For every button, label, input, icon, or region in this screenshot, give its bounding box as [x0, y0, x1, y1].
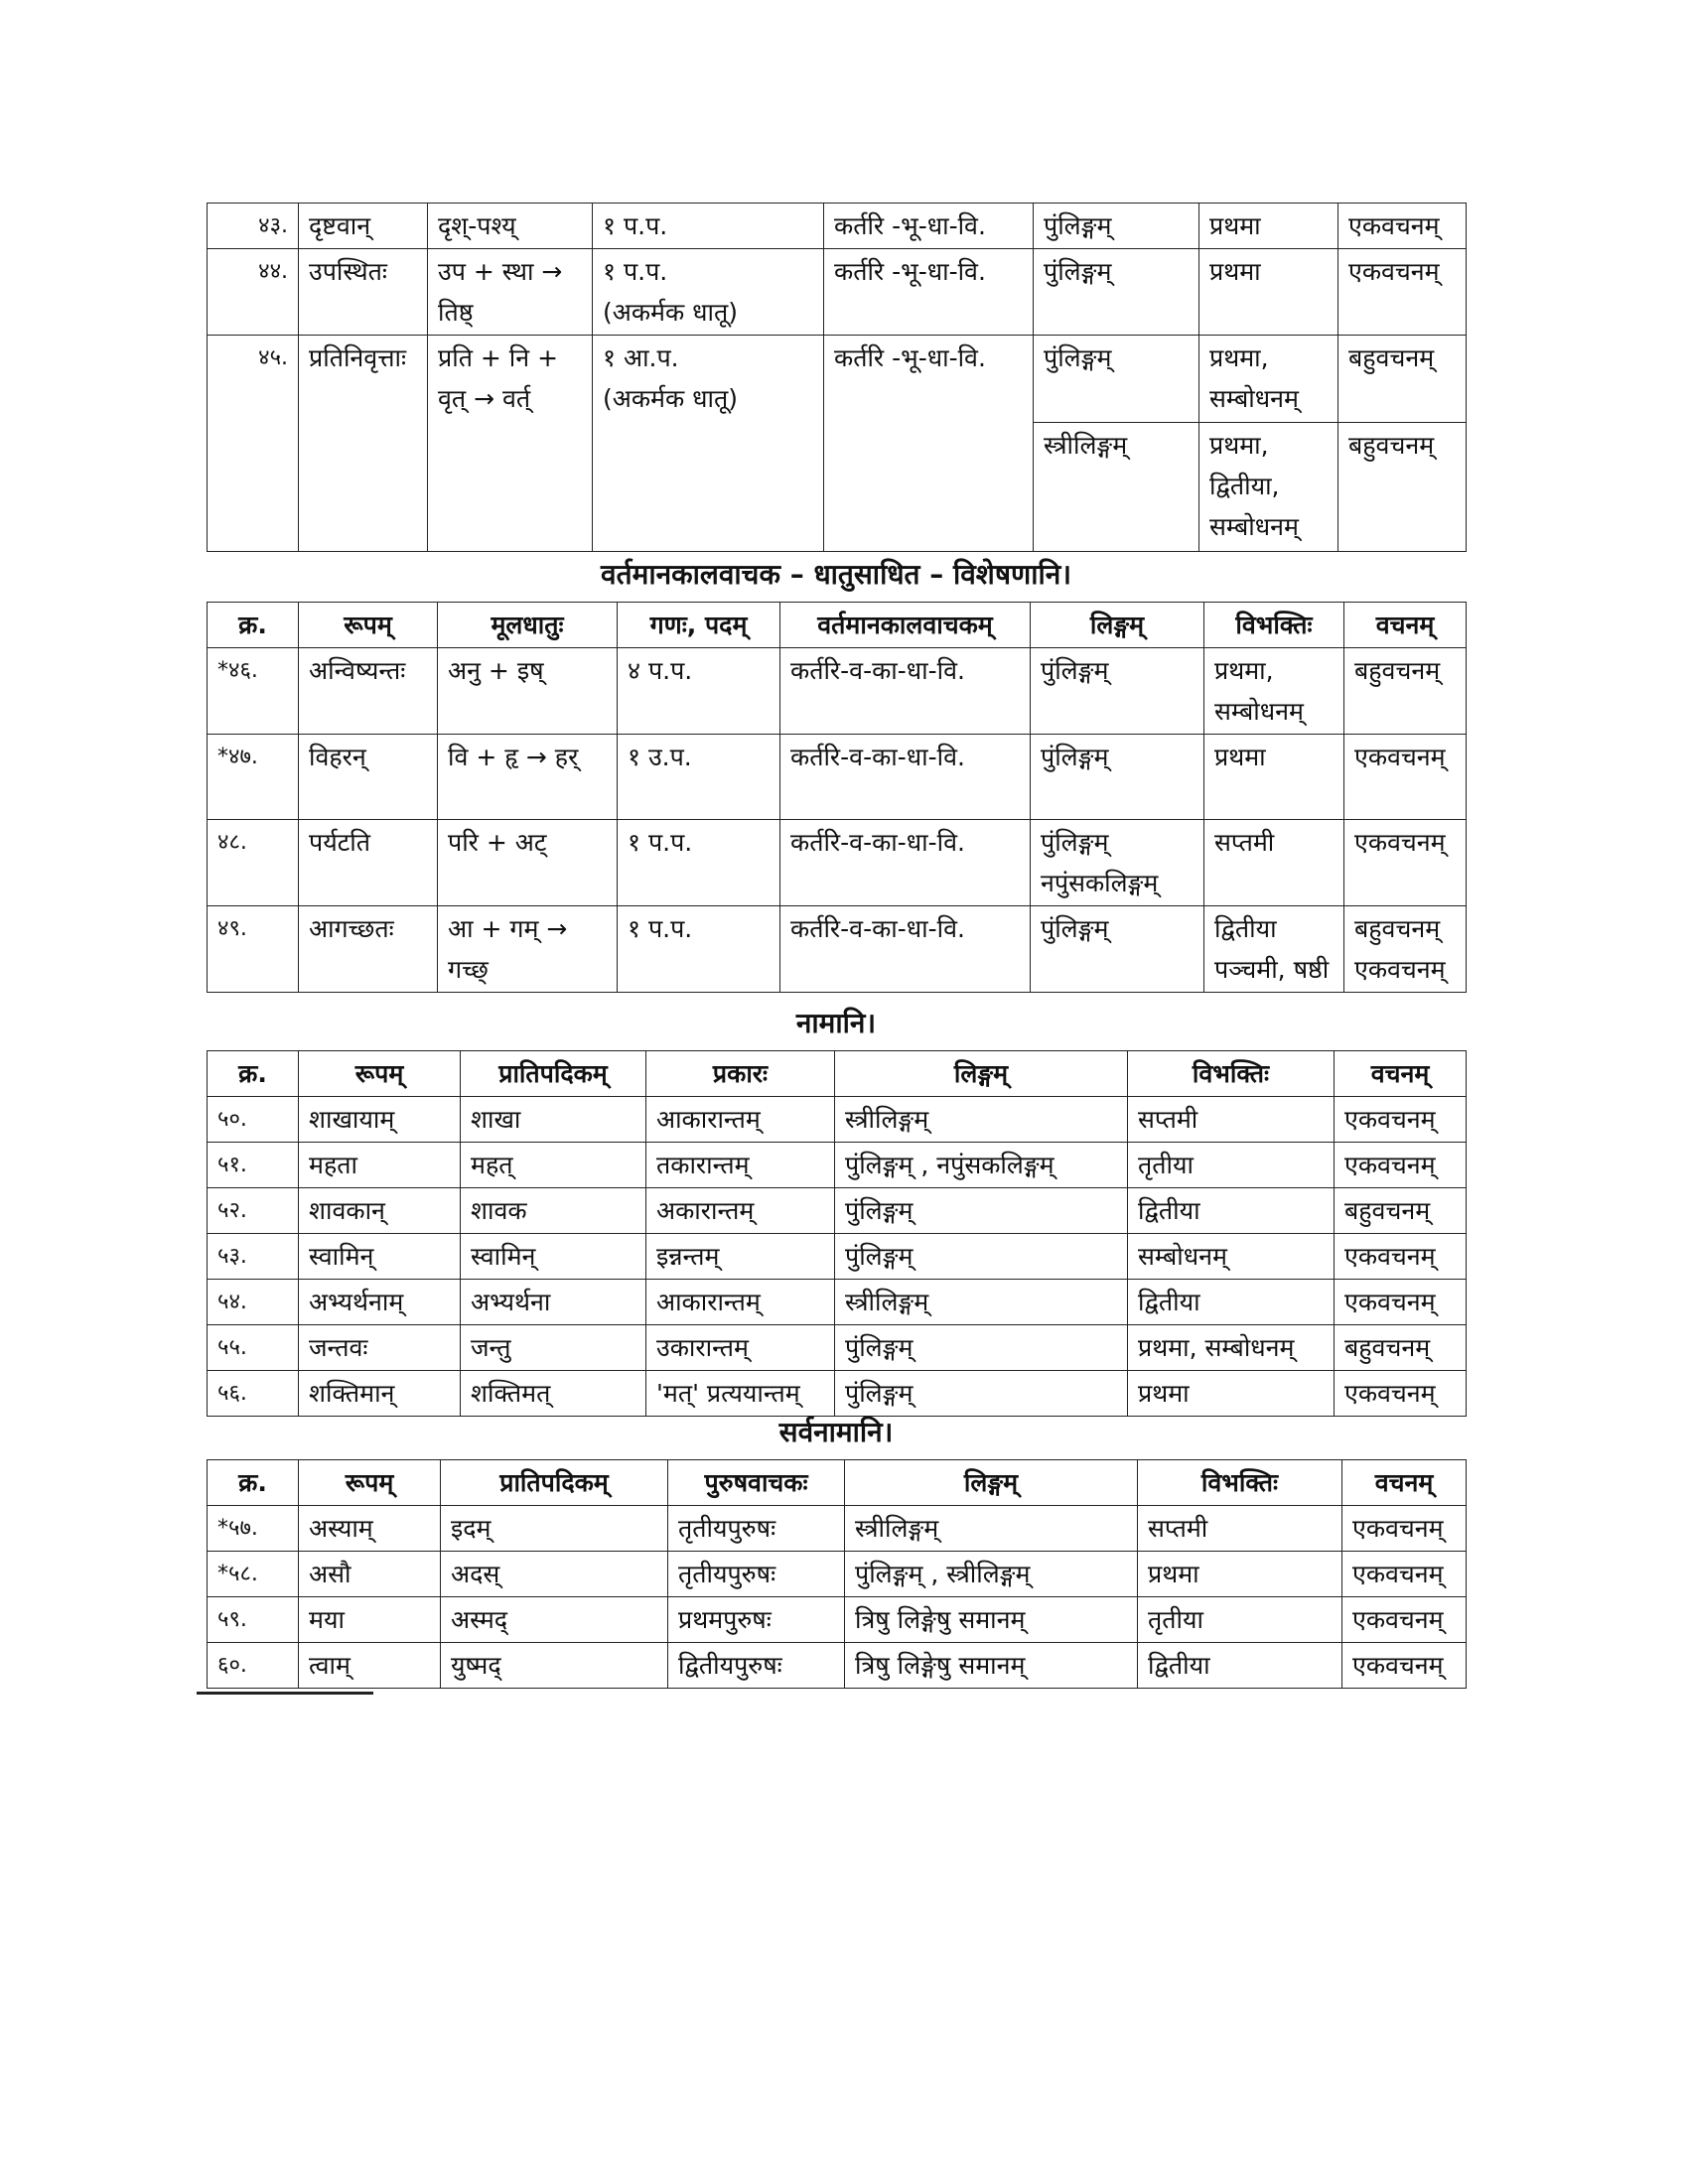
table-row [208, 1188, 1467, 1234]
row-number: *५७. [208, 1506, 299, 1552]
case-cell: द्वितीया [1128, 1280, 1335, 1325]
header-type: वर्तमानकालवाचकम् [780, 603, 1031, 648]
row-number: ५९. [208, 1597, 299, 1643]
type-cell: कर्तरि-व-का-धा-वि. [780, 820, 1031, 906]
number-cell: एकवचनम् [1338, 249, 1467, 336]
table-row [208, 1597, 1467, 1643]
header-stem: प्रातिपदिकम् [461, 1051, 646, 1097]
number-cell: बहुवचनम् [1335, 1188, 1467, 1234]
section-heading-namani: नामानि। [795, 1007, 877, 1039]
header-case: विभक्तिः [1138, 1460, 1342, 1506]
header-stem: प्रातिपदिकम् [441, 1460, 668, 1506]
row-number: ५१. [208, 1143, 299, 1188]
table-header-row [208, 603, 1467, 648]
footnote-divider [197, 1692, 373, 1695]
case-cell: प्रथमा, सम्बोधनम् [1204, 648, 1344, 735]
gana-cell: १ उ.प. [618, 735, 780, 820]
person-cell: तृतीयपुरुषः [668, 1506, 845, 1552]
table-row [208, 820, 1467, 906]
number-cell: एकवचनम् [1338, 204, 1467, 249]
form-cell: मया [299, 1597, 441, 1643]
case-cell: सप्तमी [1128, 1097, 1335, 1143]
root-cell: वि + हृ → हर् [438, 735, 618, 820]
header-gana: गणः, पदम् [618, 603, 780, 648]
section-heading-sarvanamani: सर्वनामानि। [778, 1416, 894, 1448]
gender-cell: पुंलिङ्गम् [1034, 249, 1199, 336]
row-number: ५६. [208, 1371, 299, 1417]
stem-cell: अभ्यर्थना [461, 1280, 646, 1325]
table-row [208, 735, 1467, 820]
form-cell: विहरन् [299, 735, 438, 820]
gender-cell: पुंलिङ्गम् [1031, 906, 1204, 993]
form-cell: आगच्छतः [299, 906, 438, 993]
form-cell: त्वाम् [299, 1643, 441, 1689]
person-cell: तृतीयपुरुषः [668, 1552, 845, 1597]
gender-cell: पुंलिङ्गम् [1031, 735, 1204, 820]
gana-cell: १ प.प. [618, 906, 780, 993]
stem-cell: शक्तिमत् [461, 1371, 646, 1417]
gana-cell: १ प.प. [618, 820, 780, 906]
header-number: वचनम् [1342, 1460, 1467, 1506]
kind-cell: इन्नन्तम् [646, 1234, 835, 1280]
table-row [208, 204, 1467, 249]
gender-cell: त्रिषु लिङ्गेषु समानम् [845, 1597, 1138, 1643]
number-cell: एकवचनम् [1344, 820, 1467, 906]
stem-cell: अदस् [441, 1552, 668, 1597]
type-cell: कर्तरि-व-का-धा-वि. [780, 906, 1031, 993]
type-cell: कर्तरि-व-का-धा-वि. [780, 735, 1031, 820]
case-cell: सप्तमी [1138, 1506, 1342, 1552]
gender-cell: स्त्रीलिङ्गम् [1034, 423, 1199, 552]
kind-cell: अकारान्तम् [646, 1188, 835, 1234]
header-person: पुरुषवाचकः [668, 1460, 845, 1506]
case-cell: तृतीया [1138, 1597, 1342, 1643]
stem-cell: महत् [461, 1143, 646, 1188]
header-number: वचनम् [1335, 1051, 1467, 1097]
case-cell: द्वितीया पञ्चमी, षष्ठी [1204, 906, 1344, 993]
header-gender: लिङ्गम् [845, 1460, 1138, 1506]
number-cell: एकवचनम् [1335, 1371, 1467, 1417]
case-cell: प्रथमा [1204, 735, 1344, 820]
gender-cell: पुंलिङ्गम् , स्त्रीलिङ्गम् [845, 1552, 1138, 1597]
gender-cell: पुंलिङ्गम् [835, 1325, 1128, 1371]
form-cell: शक्तिमान् [299, 1371, 461, 1417]
gender-cell: स्त्रीलिङ्गम् [835, 1280, 1128, 1325]
row-number: ४५. [208, 336, 299, 552]
row-number: *५८. [208, 1552, 299, 1597]
table-row [208, 1280, 1467, 1325]
case-cell: प्रथमा, सम्बोधनम् [1199, 336, 1338, 423]
gana-cell: १ प.प. (अकर्मक धातू) [593, 249, 824, 336]
stem-cell: शाखा [461, 1097, 646, 1143]
root-cell: दृश्-पश्य् [428, 204, 593, 249]
number-cell: एकवचनम् [1335, 1234, 1467, 1280]
row-number: ५५. [208, 1325, 299, 1371]
form-cell: महता [299, 1143, 461, 1188]
header-number: वचनम् [1344, 603, 1467, 648]
table-row [208, 1552, 1467, 1597]
header-form: रूपम् [299, 603, 438, 648]
kind-cell: आकारान्तम् [646, 1097, 835, 1143]
vartamana-kala-table [207, 602, 1467, 993]
stem-cell: शावक [461, 1188, 646, 1234]
root-cell: अनु + इष् [438, 648, 618, 735]
row-number: *४६. [208, 648, 299, 735]
case-cell: प्रथमा [1199, 204, 1338, 249]
table-row [208, 906, 1467, 993]
number-cell: एकवचनम् [1342, 1597, 1467, 1643]
stem-cell: अस्मद् [441, 1597, 668, 1643]
header-gender: लिङ्गम् [835, 1051, 1128, 1097]
case-cell: प्रथमा, सम्बोधनम् [1128, 1325, 1335, 1371]
case-cell: तृतीया [1128, 1143, 1335, 1188]
header-gender: लिङ्गम् [1031, 603, 1204, 648]
form-cell: शावकान् [299, 1188, 461, 1234]
header-serial: क्र. [208, 1460, 299, 1506]
table-row [208, 1325, 1467, 1371]
row-number: ५२. [208, 1188, 299, 1234]
section-heading-vartamana: वर्तमानकालवाचक – धातुसाधित – विशेषणानि। [601, 558, 1071, 591]
table-row [208, 1371, 1467, 1417]
gender-cell: पुंलिङ्गम् [835, 1188, 1128, 1234]
stem-cell: जन्तु [461, 1325, 646, 1371]
form-cell: उपस्थितः [299, 249, 428, 336]
number-cell: एकवचनम् [1335, 1143, 1467, 1188]
row-number: *४७. [208, 735, 299, 820]
kind-cell: 'मत्' प्रत्ययान्तम् [646, 1371, 835, 1417]
number-cell: बहुवचनम् [1338, 423, 1467, 552]
gender-cell: पुंलिङ्गम् , नपुंसकलिङ्गम् [835, 1143, 1128, 1188]
form-cell: जन्तवः [299, 1325, 461, 1371]
gender-cell: पुंलिङ्गम् [835, 1234, 1128, 1280]
root-cell: आ + गम् → गच्छ् [438, 906, 618, 993]
form-cell: स्वामिन् [299, 1234, 461, 1280]
header-serial: क्र. [208, 603, 299, 648]
row-number: ५३. [208, 1234, 299, 1280]
row-number: ५४. [208, 1280, 299, 1325]
form-cell: असौ [299, 1552, 441, 1597]
number-cell: बहुवचनम् एकवचनम् [1344, 906, 1467, 993]
type-cell: कर्तरि-व-का-धा-वि. [780, 648, 1031, 735]
header-root: मूलधातुः [438, 603, 618, 648]
table-row [208, 1506, 1467, 1552]
type-cell: कर्तरि -भू-धा-वि. [824, 249, 1034, 336]
form-cell: अभ्यर्थनाम् [299, 1280, 461, 1325]
kind-cell: उकारान्तम् [646, 1325, 835, 1371]
namani-table [207, 1050, 1467, 1417]
table-row [208, 1643, 1467, 1689]
number-cell: एकवचनम् [1342, 1643, 1467, 1689]
case-cell: द्वितीया [1138, 1643, 1342, 1689]
header-case: विभक्तिः [1204, 603, 1344, 648]
gender-cell: पुंलिङ्गम् [1031, 648, 1204, 735]
number-cell: एकवचनम् [1344, 735, 1467, 820]
header-kind: प्रकारः [646, 1051, 835, 1097]
gender-cell: पुंलिङ्गम् नपुंसकलिङ्गम् [1031, 820, 1204, 906]
table-row [208, 336, 1467, 423]
header-serial: क्र. [208, 1051, 299, 1097]
table-row [208, 249, 1467, 336]
root-cell: परि + अट् [438, 820, 618, 906]
gana-cell: ४ प.प. [618, 648, 780, 735]
table-header-row [208, 1460, 1467, 1506]
gender-cell: स्त्रीलिङ्गम् [835, 1097, 1128, 1143]
table-row [208, 648, 1467, 735]
form-cell: दृष्टवान् [299, 204, 428, 249]
gana-cell: १ प.प. [593, 204, 824, 249]
root-cell: प्रति + नि + वृत् → वर्त् [428, 336, 593, 552]
header-case: विभक्तिः [1128, 1051, 1335, 1097]
row-number: ४९. [208, 906, 299, 993]
table-row [208, 1143, 1467, 1188]
gender-cell: पुंलिङ्गम् [1034, 336, 1199, 423]
person-cell: प्रथमपुरुषः [668, 1597, 845, 1643]
root-cell: उप + स्था → तिष्ठ् [428, 249, 593, 336]
row-number: ६०. [208, 1643, 299, 1689]
case-cell: प्रथमा [1138, 1552, 1342, 1597]
case-cell: प्रथमा [1199, 249, 1338, 336]
form-cell: शाखायाम् [299, 1097, 461, 1143]
type-cell: कर्तरि -भू-धा-वि. [824, 336, 1034, 552]
table-row [208, 1234, 1467, 1280]
case-cell: प्रथमा [1128, 1371, 1335, 1417]
number-cell: एकवचनम् [1342, 1552, 1467, 1597]
form-cell: अन्विष्यन्तः [299, 648, 438, 735]
number-cell: बहुवचनम् [1344, 648, 1467, 735]
table-row [208, 1097, 1467, 1143]
stem-cell: स्वामिन् [461, 1234, 646, 1280]
gender-cell: त्रिषु लिङ्गेषु समानम् [845, 1643, 1138, 1689]
person-cell: द्वितीयपुरुषः [668, 1643, 845, 1689]
dhatusadhita-continuation-table [207, 203, 1467, 552]
form-cell: प्रतिनिवृत्ताः [299, 336, 428, 552]
number-cell: बहुवचनम् [1338, 336, 1467, 423]
stem-cell: इदम् [441, 1506, 668, 1552]
stem-cell: युष्मद् [441, 1643, 668, 1689]
case-cell: सम्बोधनम् [1128, 1234, 1335, 1280]
row-number: ५०. [208, 1097, 299, 1143]
kind-cell: तकारान्तम् [646, 1143, 835, 1188]
type-cell: कर्तरि -भू-धा-वि. [824, 204, 1034, 249]
table-header-row [208, 1051, 1467, 1097]
form-cell: अस्याम् [299, 1506, 441, 1552]
gender-cell: पुंलिङ्गम् [1034, 204, 1199, 249]
gana-cell: १ आ.प. (अकर्मक धातू) [593, 336, 824, 552]
gender-cell: स्त्रीलिङ्गम् [845, 1506, 1138, 1552]
number-cell: एकवचनम् [1335, 1280, 1467, 1325]
case-cell: सप्तमी [1204, 820, 1344, 906]
number-cell: एकवचनम् [1335, 1097, 1467, 1143]
case-cell: प्रथमा, द्वितीया, सम्बोधनम् [1199, 423, 1338, 552]
gender-cell: पुंलिङ्गम् [835, 1371, 1128, 1417]
row-number: ४४. [208, 249, 299, 336]
case-cell: द्वितीया [1128, 1188, 1335, 1234]
number-cell: एकवचनम् [1342, 1506, 1467, 1552]
row-number: ४३. [208, 204, 299, 249]
sarvanamani-table [207, 1459, 1467, 1689]
row-number: ४८. [208, 820, 299, 906]
header-form: रूपम् [299, 1051, 461, 1097]
form-cell: पर्यटति [299, 820, 438, 906]
kind-cell: आकारान्तम् [646, 1280, 835, 1325]
header-form: रूपम् [299, 1460, 441, 1506]
number-cell: बहुवचनम् [1335, 1325, 1467, 1371]
